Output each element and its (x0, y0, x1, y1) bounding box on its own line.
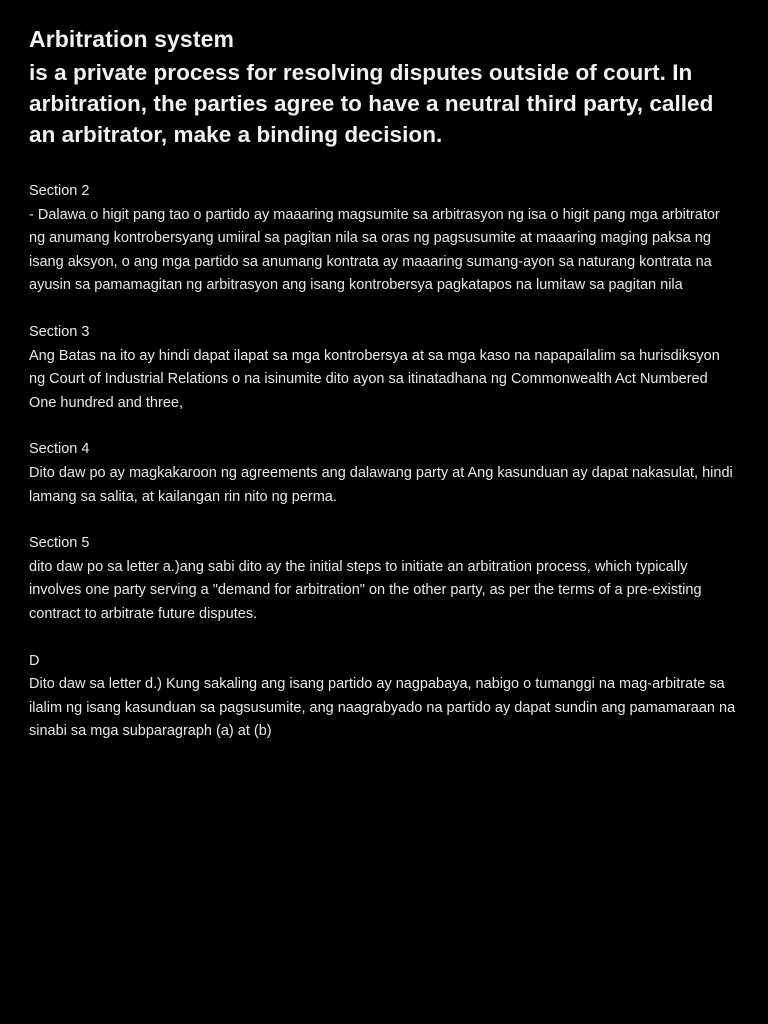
section-heading[interactable]: Section 5 (29, 535, 90, 552)
section-body[interactable]: dito daw po sa letter a.)ang sabi dito ay the initial steps to initiate an arbitration process, which typically involves one party serving a "demand for arbitration" on the other party, as per the terms of a pre-existing contract to arbitrate future disputes. (29, 558, 702, 622)
section-body[interactable]: Ang Batas na ito ay hindi dapat ilapat sa mga kontrobersya at sa mga kaso na napapailalim sa hurisdiksyon ng Court of Industrial Relations o na isinumite dito ayon sa itinatadhana ng Commonwealth Act Numbered One hundred and three, (29, 347, 720, 411)
section-3 (29, 321, 738, 415)
section-heading[interactable]: Section 4 (29, 441, 90, 458)
section-body[interactable]: Dito daw sa letter d.) Kung sakaling ang isang partido ay nagpabaya, nabigo o tumanggi na mag-arbitrate sa ilalim ng isang kasunduan sa pagsusumite, ang naagrabyado na partido ay dapat sundin ang pamamaraan na sinabi sa mga subparagraph (a) at (b) (29, 676, 736, 740)
section-heading[interactable]: Section 3 (29, 323, 90, 340)
section-heading[interactable]: D (29, 652, 40, 669)
note-title[interactable]: Arbitration system (29, 26, 235, 52)
section-4 (29, 438, 738, 509)
section-5 (29, 532, 738, 626)
note-lead-paragraph[interactable]: is a private process for resolving disputes outside of court. In arbitration, the parties agree to have a neutral third party, called an arbitrator, make a binding decision. (29, 60, 714, 147)
section-body[interactable]: Dito daw po ay magkakaroon ng agreements ang dalawang party at Ang kasunduan ay dapat nakasulat, hindi lamang sa salita, at kailangan rin nito ng perma. (29, 464, 733, 505)
section-body[interactable]: - Dalawa o higit pang tao o partido ay maaaring magsumite sa arbitrasyon ng isa o higit pang mga arbitrator ng anumang kontrobersyang umiiral sa pagitan nila sa oras ng pagsusumite at maaaring maging paksa ng isang aksyon, o ang mga partido sa anumang kontrata ay maaaring sumang-ayon sa naturang kontrata na ayusin sa pamamagitan ng arbitrasyon ang isang kontrobersya pagkatapos na lumitaw sa pagitan nila (29, 206, 720, 294)
section-2 (29, 180, 738, 298)
note-sections (29, 180, 738, 744)
section-d (29, 650, 738, 744)
section-heading[interactable]: Section 2 (29, 183, 90, 199)
